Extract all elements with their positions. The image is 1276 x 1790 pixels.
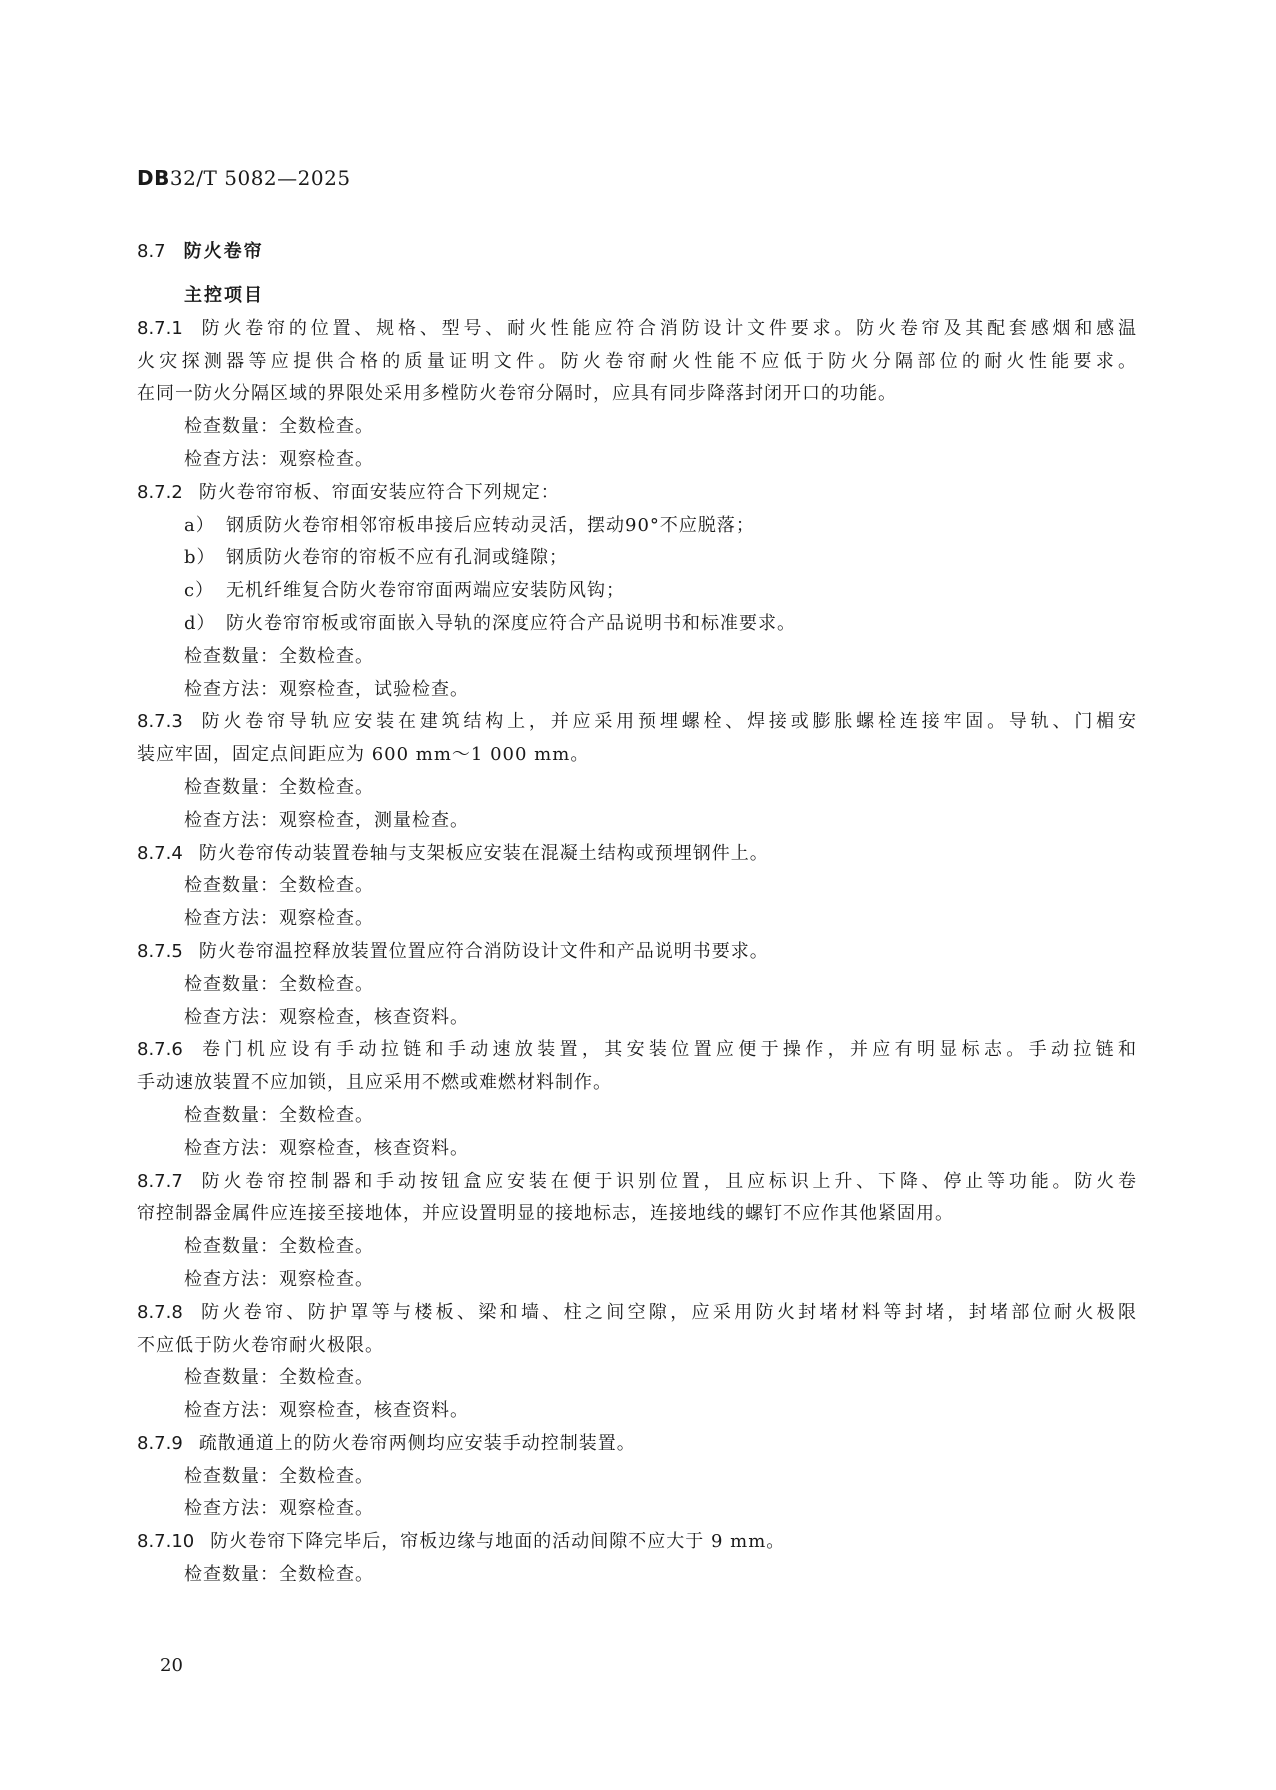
subheading: 主控项目 — [184, 285, 264, 306]
clause-8-7-3-line-1 — [137, 706, 1137, 739]
list-marker: a） — [184, 514, 215, 536]
clause-number: 8.7.1 — [137, 317, 183, 339]
clause-text: 在同一防火分隔区域的界限处采用多樘防火卷帘分隔时，应具有同步降落封闭开口的功能。 — [137, 383, 897, 405]
clause-text: 防火卷帘传动装置卷轴与支架板应安装在混凝土结构或预埋钢件上。 — [198, 842, 769, 864]
clause-number: 8.7.7 — [137, 1170, 183, 1192]
clause-8-7-3-line-2 — [137, 739, 1137, 772]
clause-number: 8.7.3 — [137, 711, 183, 733]
inspection-method: 检查方法：观察检查。 — [184, 908, 374, 930]
list-marker: c） — [184, 580, 215, 602]
list-item-text: 防火卷帘帘板或帘面嵌入导轨的深度应符合产品说明书和标准要求。 — [226, 612, 796, 634]
clause-number: 8.7.9 — [137, 1432, 183, 1454]
inspection-quantity: 检查数量：全数检查。 — [184, 776, 374, 798]
inspection-method: 检查方法：观察检查，核查资料。 — [184, 1006, 469, 1028]
inspection-method: 检查方法：观察检查。 — [184, 1268, 374, 1290]
subheading-line — [137, 280, 1137, 313]
clause-text: 装应牢固，固定点间距应为 600 mm～1 000 mm。 — [137, 744, 590, 766]
clause-text: 防火卷帘控制器和手动按钮盒应安装在便于识别位置，且应标识上升、下降、停止等功能。防火卷 — [198, 1170, 1137, 1192]
inspection-quantity: 检查数量：全数检查。 — [184, 645, 374, 667]
clause-8-7-8-line-2 — [137, 1330, 1137, 1363]
clause-text: 防火卷帘下降完毕后，帘板边缘与地面的活动间隙不应大于 9 mm。 — [210, 1531, 786, 1553]
clause-number: 8.7.2 — [137, 481, 183, 503]
clause-text: 防火卷帘的位置、规格、型号、耐火性能应符合消防设计文件要求。防火卷帘及其配套感烟和感温 — [198, 317, 1137, 339]
clause-number: 8.7.4 — [137, 842, 183, 864]
clause-text: 卷门机应设有手动拉链和手动速放装置，其安装位置应便于操作，并应有明显标志。手动拉链和 — [198, 1039, 1137, 1061]
document-body — [137, 280, 1137, 1592]
clause-8-7-1-line-2 — [137, 346, 1137, 379]
inspection-method: 检查方法：观察检查，测量检查。 — [184, 809, 469, 831]
list-item-text: 钢质防火卷帘相邻帘板串接后应转动灵活，摆动90°不应脱落； — [226, 514, 755, 536]
inspection-quantity: 检查数量：全数检查。 — [184, 973, 374, 995]
clause-number: 8.7.10 — [137, 1531, 195, 1553]
clause-8-7-2-line-1 — [137, 477, 1137, 510]
inspection-method: 检查方法：观察检查，核查资料。 — [184, 1400, 469, 1422]
clause-text: 帘控制器金属件应连接至接地体，并应设置明显的接地标志，连接地线的螺钉不应作其他紧固用。 — [137, 1203, 954, 1225]
clause-8-7-5-line-1 — [137, 936, 1137, 969]
list-item-text: 无机纤维复合防火卷帘帘面两端应安装防风钩； — [226, 580, 625, 602]
inspection-quantity: 检查数量：全数检查。 — [184, 1104, 374, 1126]
clause-text: 防火卷帘帘板、帘面安装应符合下列规定： — [198, 481, 560, 503]
clause-text: 防火卷帘、防护罩等与楼板、梁和墙、柱之间空隙，应采用防火封堵材料等封堵，封堵部位耐火极限 — [198, 1301, 1137, 1323]
clause-8-7-8-line-1 — [137, 1297, 1137, 1330]
clause-text: 火灾探测器等应提供合格的质量证明文件。防火卷帘耐火性能不应低于防火分隔部位的耐火性能要求。 — [137, 350, 1137, 372]
section-number: 8.7 — [137, 241, 166, 262]
clause-text: 疏散通道上的防火卷帘两侧均应安装手动控制装置。 — [198, 1432, 636, 1454]
inspection-method: 检查方法：观察检查。 — [184, 1498, 374, 1520]
clause-8-7-1-line-3 — [137, 378, 1137, 411]
inspection-quantity: 检查数量：全数检查。 — [184, 1367, 374, 1389]
clause-8-7-6-line-1 — [137, 1034, 1137, 1067]
list-item-c — [137, 575, 1137, 608]
list-item-d — [137, 608, 1137, 641]
inspection-quantity: 检查数量：全数检查。 — [184, 1564, 374, 1586]
section-title: 防火卷帘 — [183, 241, 264, 262]
clause-number: 8.7.6 — [137, 1039, 183, 1061]
inspection-method: 检查方法：观察检查。 — [184, 448, 374, 470]
clause-text: 防火卷帘温控释放装置位置应符合消防设计文件和产品说明书要求。 — [198, 940, 769, 962]
inspection-quantity: 检查数量：全数检查。 — [184, 875, 374, 897]
list-item-b — [137, 542, 1137, 575]
clause-text: 防火卷帘导轨应安装在建筑结构上，并应采用预埋螺栓、焊接或膨胀螺栓连接牢固。导轨、门楣安 — [198, 711, 1137, 733]
list-item-a — [137, 510, 1137, 543]
standard-code-prefix: DB — [137, 166, 170, 190]
list-item-text: 钢质防火卷帘的帘板不应有孔洞或缝隙； — [226, 547, 568, 569]
clause-8-7-4-line-1 — [137, 838, 1137, 871]
clause-8-7-10-line-1 — [137, 1526, 1137, 1559]
inspection-quantity: 检查数量：全数检查。 — [184, 416, 374, 438]
inspection-method: 检查方法：观察检查，核查资料。 — [184, 1137, 469, 1159]
clause-8-7-7-line-1 — [137, 1166, 1137, 1199]
clause-8-7-9-line-1 — [137, 1428, 1137, 1461]
section-heading — [137, 237, 264, 263]
page-number: 20 — [160, 1655, 183, 1676]
clause-8-7-6-line-2 — [137, 1067, 1137, 1100]
clause-8-7-1-line-1 — [137, 313, 1137, 346]
inspection-quantity: 检查数量：全数检查。 — [184, 1465, 374, 1487]
inspection-method: 检查方法：观察检查，试验检查。 — [184, 678, 469, 700]
clause-text: 不应低于防火卷帘耐火极限。 — [137, 1334, 384, 1356]
clause-number: 8.7.8 — [137, 1301, 183, 1323]
clause-text: 手动速放装置不应加锁，且应采用不燃或难燃材料制作。 — [137, 1072, 612, 1094]
inspection-quantity: 检查数量：全数检查。 — [184, 1236, 374, 1258]
list-marker: b） — [184, 547, 216, 569]
standard-code-number: 32/T 5082—2025 — [169, 166, 351, 190]
standard-code — [137, 166, 351, 190]
list-marker: d） — [184, 612, 216, 634]
clause-number: 8.7.5 — [137, 940, 183, 962]
clause-8-7-7-line-2 — [137, 1198, 1137, 1231]
